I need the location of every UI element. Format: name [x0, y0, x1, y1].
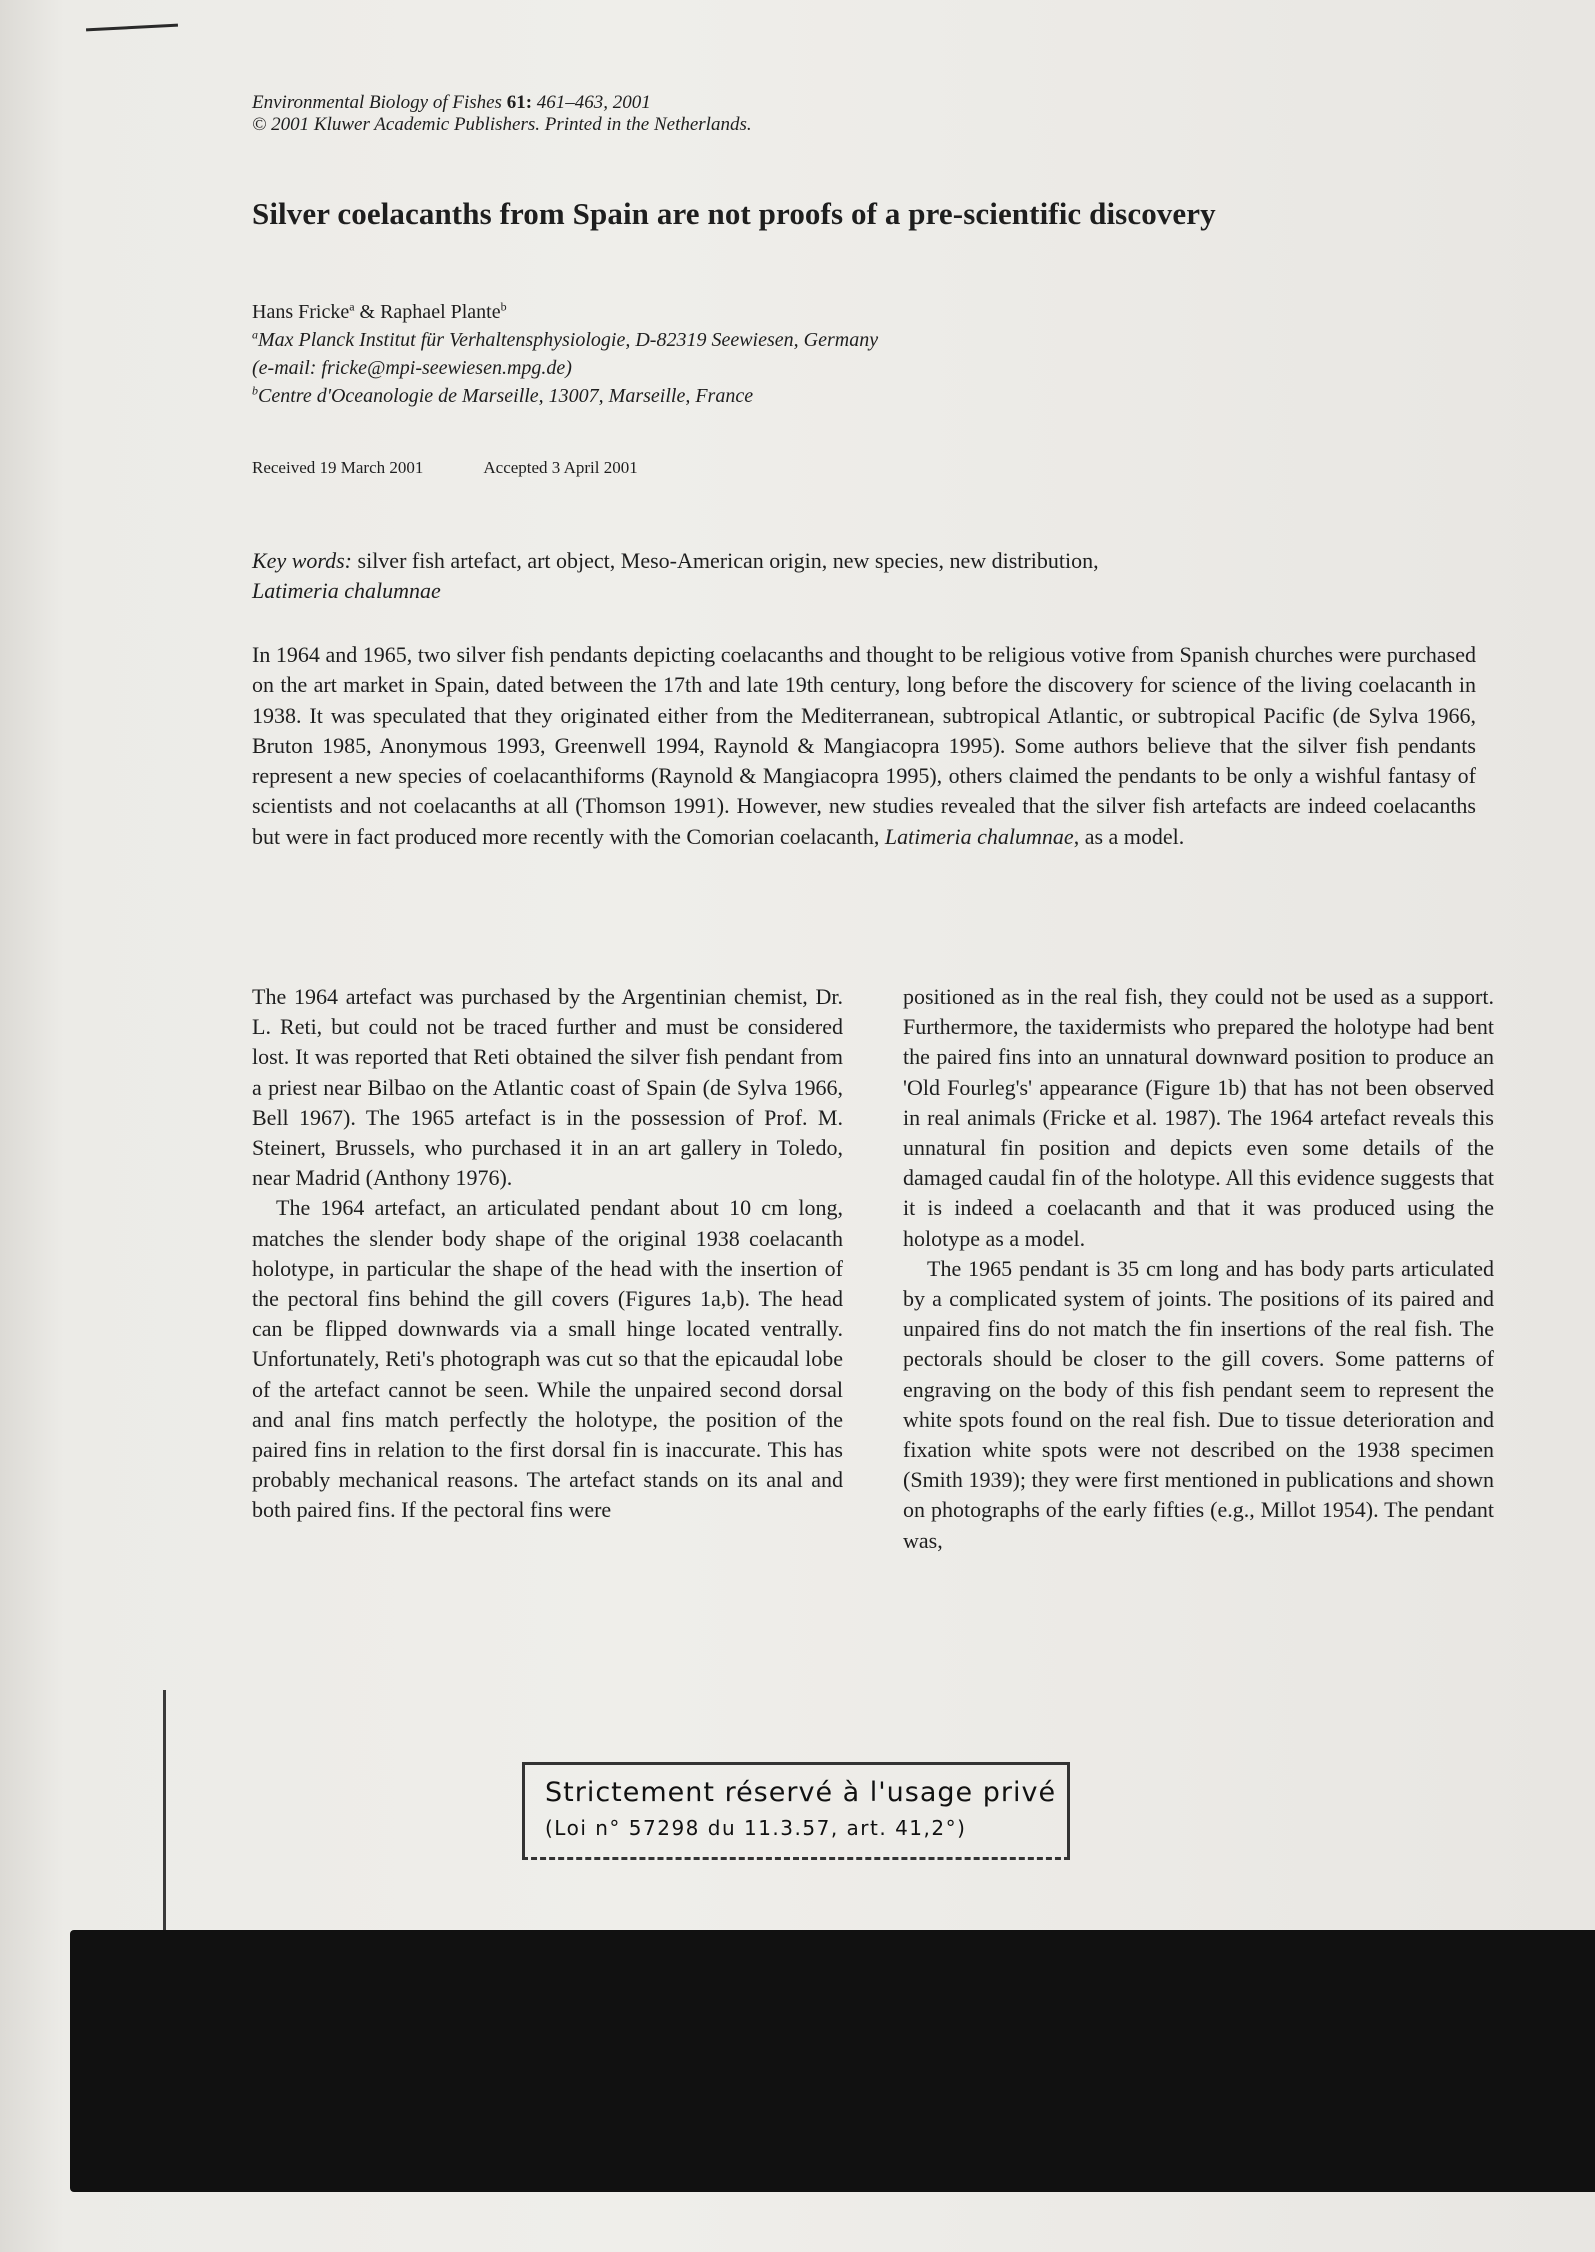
body-paragraph: positioned as in the real fish, they could not be used as a support. Furthermore, the taxidermists who prepared the holotype had bent the paired fins into an unnatural downward position to produce an 'Old Fourleg's' appearance (Figure 1b) that has not been observed in real animals (Fricke et al. 1987). The 1964 artefact reveals this unnatural fin position and depicts even some details of the damaged caudal fin of the holotype. All this evidence suggests that it is indeed a coelacanth and that it was produced using the holotype as a model.	[903, 984, 1494, 1251]
keywords-latin: Latimeria chalumnae	[252, 578, 441, 603]
journal-citation	[252, 92, 752, 114]
affiliation-b-text: Centre d'Oceanologie de Marseille, 13007, Marseille, France	[258, 385, 754, 407]
binding-edge-line	[163, 1690, 166, 1940]
abstract-end: , as a model.	[1073, 823, 1185, 849]
author-2: Raphael Plante	[380, 301, 501, 323]
submission-dates	[252, 458, 638, 478]
affiliation-b-mark: b	[252, 383, 258, 398]
abstract	[252, 640, 1476, 852]
abstract-text: In 1964 and 1965, two silver fish pendants depicting coelacanths and thought to be religious votive from Spanish churches were purchased on the art market in Spain, dated between the 17th and late 19th century, long before the discovery for science of the living coelacanth in 1938. It was speculated that they originated either from the Mediterranean, subtropical Atlantic, or subtropical Pacific (de Sylva 1966, Bruton 1985, Anonymous 1993, Greenwell 1994, Raynold & Mangiacopra 1995). Some authors believe that the silver fish pendants represent a new species of coelacanthiforms (Raynold & Mangiacopra 1995), others claimed the pendants to be only a wishful fantasy of scientists and not coelacanths at all (Thomson 1991). However, new studies revealed that the silver fish artefacts are indeed coelacanths but were in fact produced more recently with the Comorian coelacanth,	[252, 642, 1476, 849]
body-paragraph: The 1964 artefact, an articulated pendant about 10 cm long, matches the slender body shape of the original 1938 coelacanth holotype, in particular the shape of the head with the insertion of the pectoral fins behind the gill covers (Figures 1a,b). The head can be flipped downwards via a small hinge located ventrally. Unfortunately, Reti's photograph was cut so that the epicaudal lobe of the artefact cannot be seen. While the unpaired second dorsal and anal fins match perfectly the holotype, the position of the paired fins in relation to the first dorsal fin is inaccurate. This has probably mechanical reasons. The artefact stands on its anal and both paired fins. If the pectoral fins were	[252, 1195, 843, 1523]
abstract-latin: Latimeria chalumnae	[884, 823, 1074, 849]
affiliation-a-text: Max Planck Institut für Verhaltensphysiologie, D-82319 Seewiesen, Germany	[258, 329, 879, 351]
stamp-line-1: Strictement réservé à l'usage privé	[545, 1777, 1057, 1808]
author-email: (e-mail: fricke@mpi-seewiesen.mpg.de)	[252, 357, 572, 379]
body-column-right	[903, 982, 1494, 1556]
author-2-mark: b	[500, 299, 507, 314]
journal-name: Environmental Biology of Fishes	[252, 92, 502, 113]
affiliation-b	[252, 382, 878, 410]
keywords	[252, 546, 1392, 606]
received-date: Received 19 March 2001	[252, 458, 424, 477]
keywords-text: silver fish artefact, art object, Meso-American origin, new species, new distribution,	[352, 548, 1099, 573]
journal-volume: 61:	[506, 92, 533, 113]
journal-pages: 461–463, 2001	[536, 92, 651, 113]
paper-title: Silver coelacanths from Spain are not proofs of a pre-scientific discovery	[252, 196, 1216, 231]
stamp-line-2: (Loi n° 57298 du 11.3.57, art. 41,2°)	[545, 1816, 967, 1840]
author-names	[252, 298, 878, 326]
library-stamp	[522, 1762, 1070, 1860]
author-block	[252, 298, 878, 410]
body-paragraph: The 1964 artefact was purchased by the Argentinian chemist, Dr. L. Reti, but could not be traced further and must be considered lost. It was reported that Reti obtained the silver fish pendant from a priest near Bilbao on the Atlantic coast of Spain (de Sylva 1966, Bell 1967). The 1965 artefact is in the possession of Prof. M. Steinert, Brussels, who purchased it in an art gallery in Toledo, near Madrid (Anthony 1976).	[252, 984, 843, 1191]
author-1-mark: a	[349, 299, 355, 314]
author-separator: &	[354, 301, 381, 323]
body-paragraph: The 1965 pendant is 35 cm long and has body parts articulated by a complicated system of joints. The positions of its paired and unpaired fins do not match the fin insertions of the real fish. The pectorals should be closer to the gill covers. Some patterns of engraving on the body of this fish pendant seem to represent the white spots found on the real fish. Due to tissue deterioration and fixation white spots were not described on the 1938 specimen (Smith 1939); they were first mentioned in publications and shown on photographs of the early fifties (e.g., Millot 1954). The pendant was,	[903, 1255, 1494, 1553]
affiliation-a-mark: a	[252, 327, 258, 342]
scanner-dark-band	[70, 1930, 1595, 2192]
body-column-left	[252, 982, 843, 1526]
author-1: Hans Fricke	[252, 301, 350, 323]
keywords-label: Key words:	[252, 548, 353, 573]
accepted-date: Accepted 3 April 2001	[483, 458, 638, 477]
journal-header	[252, 92, 752, 136]
affiliation-a	[252, 326, 878, 354]
copyright-line: © 2001 Kluwer Academic Publishers. Printed in the Netherlands.	[252, 114, 752, 135]
